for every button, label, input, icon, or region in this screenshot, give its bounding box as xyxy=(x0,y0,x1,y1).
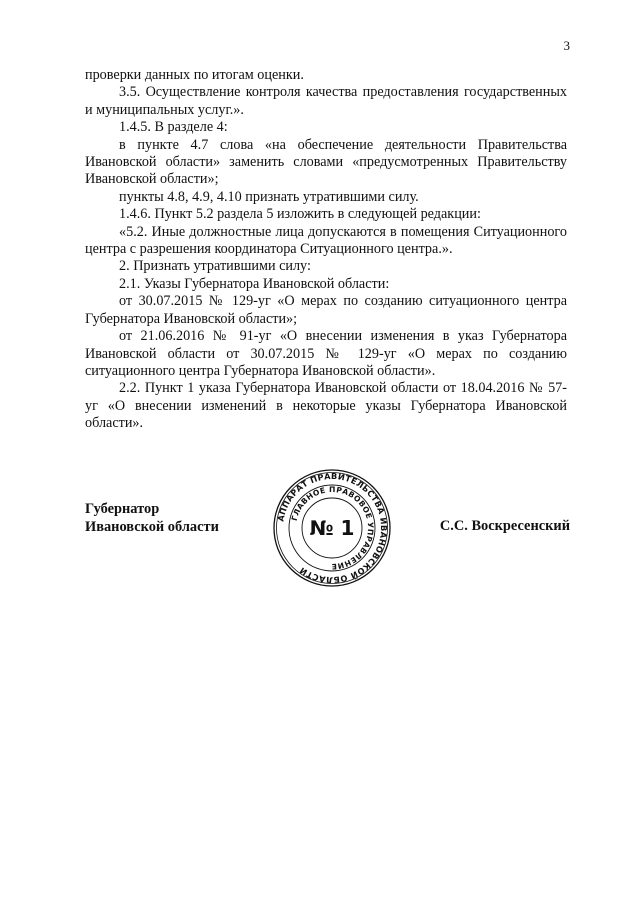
signatory-title-line1: Губернатор xyxy=(85,501,160,517)
paragraph: в пункте 4.7 слова «на обеспечение деятельности Правительства Ивановской области» заменить словами «предусмотренных Правительству Ивановской области»; xyxy=(85,136,567,188)
page-number: 3 xyxy=(563,38,570,53)
seal-number: № 1 xyxy=(309,516,355,540)
seal-inner-text: ГЛАВНОЕ ПРАВОВОЕ УПРАВЛЕНИЕ xyxy=(289,484,376,572)
paragraph: 2. Признать утратившими силу: xyxy=(119,258,311,275)
paragraph: «5.2. Иные должностные лица допускаются в помещения Ситуационного центра с разрешения координатора Ситуационного центра.». xyxy=(85,223,567,258)
paragraph: проверки данных по итогам оценки. xyxy=(85,67,304,83)
paragraph: 2.1. Указы Губернатора Ивановской области: xyxy=(119,275,390,292)
signatory-title xyxy=(85,500,219,536)
paragraph: от 30.07.2015 № 129-уг «О мерах по созданию ситуационного центра Губернатора Ивановской области»; xyxy=(85,293,567,327)
document-body xyxy=(85,67,567,433)
paragraph: 3.5. Осуществление контроля качества предоставления государственных и муниципальных услуг.». xyxy=(85,84,567,118)
paragraph: пункты 4.8, 4.9, 4.10 признать утратившими силу. xyxy=(119,188,419,205)
paragraph: 1.4.6. Пункт 5.2 раздела 5 изложить в следующей редакции: xyxy=(119,206,481,223)
signature-block xyxy=(85,468,570,588)
paragraph: 1.4.5. В разделе 4: xyxy=(119,119,228,136)
signatory-name: С.С. Воскресенский xyxy=(439,518,570,534)
official-seal xyxy=(272,468,392,588)
paragraph: 2.2. Пункт 1 указа Губернатора Ивановской области от 18.04.2016 № 57-уг «О внесении изменений в некоторые указы Губернатора Ивановской области». xyxy=(85,380,567,432)
signatory-title-line2: Ивановской области xyxy=(85,519,219,535)
paragraph: от 21.06.2016 № 91-уг «О внесении изменения в указ Губернатора Ивановской области от 30.07.2015 № 129-уг «О мерах по созданию ситуационного центра Губернатора Ивановской области». xyxy=(85,328,567,379)
seal-outer-text: АППАРАТ ПРАВИТЕЛЬСТВА ИВАНОВСКОЙ ОБЛАСТИ xyxy=(275,470,390,586)
